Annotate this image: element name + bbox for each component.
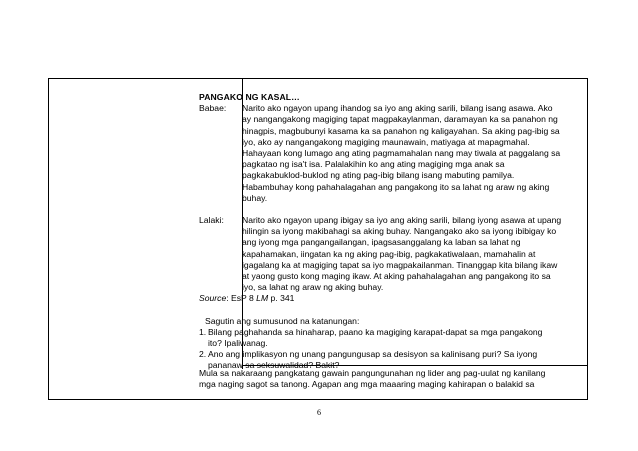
questions-intro: Sagutin ang sumusunod na katanungan: [205, 315, 360, 326]
babae-line: buhay. [242, 192, 268, 203]
lalaki-line: hilingin sa iyong makibahagi sa aking buhay. Nangangako ako sa iyong ibibigay ko [242, 226, 557, 237]
babae-vow [199, 103, 584, 204]
source-body: : EsP 8 [226, 293, 257, 304]
babae-line: ay nangangakong magiging tapat magpakaylanman, daramayan ka sa panahon ng [242, 114, 558, 125]
babae-line: Narito ako ngayon upang ihandog sa iyo ang aking sarili, bilang isang asawa. Ako [242, 103, 553, 114]
lalaki-line: at yaong gusto kong maging ikaw. At aking pahahalagahan ang pangakong ito sa [242, 271, 551, 282]
question-line: pananaw sa seksuwalidad? Bakit? [208, 360, 340, 371]
source-lm: LM [256, 293, 269, 304]
question-number: 1. [199, 326, 207, 337]
question-number: 2. [199, 349, 207, 360]
question-line: Bilang paghahanda sa hinaharap, paano ka magiging karapat-dapat sa mga pangakong [208, 326, 543, 337]
lalaki-label: Lalaki: [199, 215, 224, 226]
page-number: 6 [317, 408, 321, 417]
lalaki-text [242, 215, 584, 293]
question-line: Ano ang implikasyon ng unang pangungusap sa desisyon sa kalinisang puri? Sa iyong [208, 349, 538, 360]
lalaki-line: ang iyong mga pangangailangan, ipagsasanggalang ka laban sa lahat ng [242, 237, 521, 248]
babae-line: pagkatao ng isa't isa. Palalakihin ko ang ating magiging mga anak sa [242, 159, 505, 170]
babae-label: Babae: [199, 103, 227, 114]
babae-line: pagkakabuklod-buklod ng ating pag-ibig bilang isang mabuting pamilya. [242, 170, 515, 181]
question-line: ito? Ipaliwanag. [208, 338, 268, 349]
section-title: PANGAKO NG KASAL… [199, 92, 300, 102]
source-citation [199, 293, 584, 304]
source-page: p. 341 [268, 293, 295, 304]
lalaki-line: igagalang ka at magiging tapat sa iyo magpakailanman. Tinanggap kita bilang ikaw [242, 259, 558, 270]
followup-paragraph [199, 368, 584, 390]
babae-line: Habambuhay kong pahahalagahan ang pangakong ito sa lahat ng araw ng aking [242, 181, 550, 192]
lalaki-vow [199, 215, 584, 293]
followup-line: mga naging sagot sa tanong. Agapan ang mga maaaring maging kahirapan o balakid sa [199, 379, 535, 390]
babae-text [242, 103, 584, 204]
babae-line: iyo, ako ay nangangakong magiging maunawain, matiyaga at mapagmahal. [242, 136, 530, 147]
followup-line: Mula sa nakaraang pangkatang gawain pangungunahan ng lider ang pag-uulat ng kanilang [199, 368, 546, 378]
vows-cell [199, 92, 584, 372]
babae-line: hinagpis, magbubunyi kasama ka sa panahon ng kaligayahan. Sa aking pag-ibig sa [242, 125, 560, 136]
lalaki-line: Narito ako ngayon upang ibigay sa iyo ang aking sarili, bilang iyong asawa at upang [242, 215, 562, 226]
source-prefix: Source [199, 293, 227, 304]
question-item [199, 327, 584, 349]
lalaki-line: kapahamakan, iingatan ka ng aking pag-ibig, pagkakatiwalaan, mamahalin at [242, 248, 536, 259]
lalaki-line: iyo, sa lahat ng araw ng aking buhay. [242, 282, 384, 293]
babae-line: Hahayaan kong lumago ang ating pagmamahalan nang may tiwala at paggalang sa [242, 148, 561, 159]
